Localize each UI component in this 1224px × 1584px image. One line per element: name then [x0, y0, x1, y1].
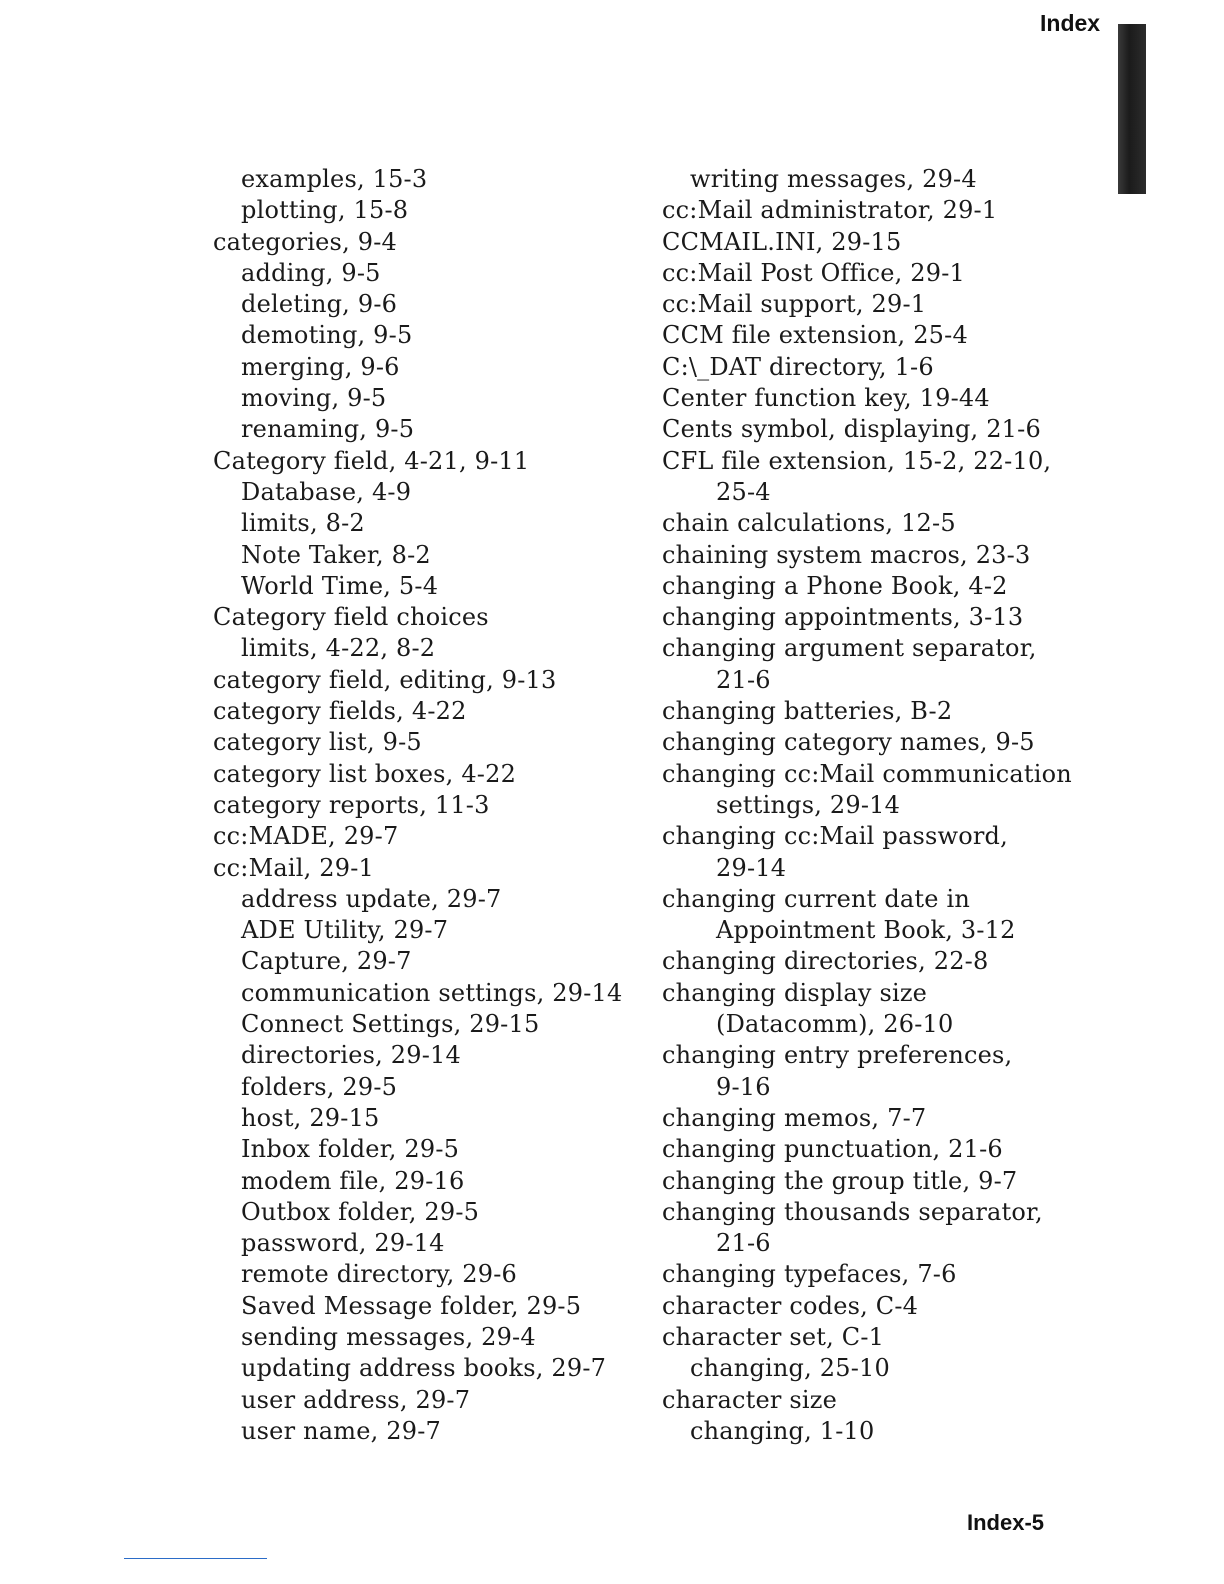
- index-entry: World Time, 5-4: [241, 571, 439, 600]
- index-entry: changing the group title, 9-7: [662, 1166, 1018, 1195]
- index-entry: Database, 4-9: [241, 477, 412, 506]
- index-column-left: [213, 164, 633, 1447]
- index-entry: folders, 29-5: [241, 1072, 398, 1101]
- index-entry: Category field, 4-21, 9-11: [213, 446, 530, 475]
- index-entry: changing directories, 22-8: [662, 947, 989, 976]
- index-entry: changing punctuation, 21-6: [662, 1135, 1003, 1164]
- index-entry: changing entry preferences,: [662, 1041, 1013, 1070]
- index-entry: adding, 9-5: [241, 258, 381, 287]
- index-entry: cc:Mail, 29-1: [213, 853, 374, 882]
- index-thumb-tab: [1118, 24, 1146, 194]
- index-entry: 29-14: [716, 853, 787, 882]
- index-entry: cc:MADE, 29-7: [213, 822, 399, 851]
- index-entry: CCMAIL.INI, 29-15: [662, 227, 902, 256]
- index-entry: character set, C-1: [662, 1322, 885, 1351]
- index-entry: category list, 9-5: [213, 728, 422, 757]
- index-entry: changing cc:Mail communication: [662, 759, 1072, 788]
- index-entry: 21-6: [716, 1229, 771, 1258]
- running-header-title: Index: [1040, 10, 1101, 36]
- index-entry: changing, 1-10: [690, 1416, 875, 1445]
- index-entry: changing typefaces, 7-6: [662, 1260, 957, 1289]
- index-entry: Saved Message folder, 29-5: [241, 1291, 582, 1320]
- index-entry: categories, 9-4: [213, 227, 397, 256]
- index-entry: writing messages, 29-4: [690, 165, 977, 193]
- index-entry: remote directory, 29-6: [241, 1260, 518, 1289]
- footer-rule: [124, 1558, 267, 1559]
- index-entry: host, 29-15: [241, 1103, 380, 1132]
- index-entry: ADE Utility, 29-7: [241, 916, 449, 945]
- index-entry: Center function key, 19-44: [662, 384, 990, 413]
- index-entry: Connect Settings, 29-15: [241, 1010, 540, 1039]
- index-entry: (Datacomm), 26-10: [716, 1010, 954, 1039]
- index-entry: examples, 15-3: [241, 165, 428, 193]
- index-entry: CFL file extension, 15-2, 22-10,: [662, 446, 1052, 475]
- index-entry: changing memos, 7-7: [662, 1103, 927, 1132]
- index-entry: merging, 9-6: [241, 352, 400, 381]
- index-entry: renaming, 9-5: [241, 415, 415, 444]
- index-entry: deleting, 9-6: [241, 290, 398, 319]
- index-entry: Appointment Book, 3-12: [716, 916, 1016, 945]
- index-entry: user name, 29-7: [241, 1416, 441, 1445]
- index-entry: C:\_DAT directory, 1-6: [662, 352, 934, 381]
- index-entry: changing, 25-10: [690, 1354, 890, 1383]
- index-entry: limits, 4-22, 8-2: [241, 634, 436, 663]
- index-entry: moving, 9-5: [241, 384, 387, 413]
- index-entry: changing cc:Mail password,: [662, 822, 1008, 851]
- index-entry: category list boxes, 4-22: [213, 759, 517, 788]
- index-entry: sending messages, 29-4: [241, 1322, 536, 1351]
- index-entry: CCM file extension, 25-4: [662, 321, 968, 350]
- index-entry: changing argument separator,: [662, 634, 1037, 663]
- index-entry: Capture, 29-7: [241, 947, 412, 976]
- index-entry: category reports, 11-3: [213, 790, 490, 819]
- index-entry: changing batteries, B-2: [662, 697, 953, 726]
- index-entry: Category field choices: [213, 603, 489, 632]
- index-entry: cc:Mail Post Office, 29-1: [662, 258, 965, 287]
- index-entry: changing appointments, 3-13: [662, 603, 1024, 632]
- index-entry: cc:Mail support, 29-1: [662, 290, 927, 319]
- index-entry: chaining system macros, 23-3: [662, 540, 1031, 569]
- index-entry: communication settings, 29-14: [241, 978, 623, 1007]
- index-entry: directories, 29-14: [241, 1041, 461, 1070]
- index-entry: 25-4: [716, 477, 771, 506]
- index-entry: changing a Phone Book, 4-2: [662, 571, 1008, 600]
- index-entry: plotting, 15-8: [241, 196, 409, 225]
- index-entry: demoting, 9-5: [241, 321, 413, 350]
- index-entry: 21-6: [716, 665, 771, 694]
- index-entry: user address, 29-7: [241, 1385, 471, 1414]
- index-entry: settings, 29-14: [716, 790, 901, 819]
- index-entry: limits, 8-2: [241, 509, 365, 538]
- index-entry: category field, editing, 9-13: [213, 665, 557, 694]
- index-entry: password, 29-14: [241, 1229, 445, 1258]
- index-entry: Cents symbol, displaying, 21-6: [662, 415, 1041, 444]
- page-number: Index-5: [967, 1510, 1045, 1535]
- index-entry: modem file, 29-16: [241, 1166, 465, 1195]
- index-entry: cc:Mail administrator, 29-1: [662, 196, 998, 225]
- index-entry: Inbox folder, 29-5: [241, 1135, 460, 1164]
- index-entry: Note Taker, 8-2: [241, 540, 431, 569]
- index-entry: chain calculations, 12-5: [662, 509, 956, 538]
- index-entry: 9-16: [716, 1072, 771, 1101]
- index-entry: address update, 29-7: [241, 884, 502, 913]
- index-column-right: [662, 164, 1082, 1447]
- index-entry: character size: [662, 1385, 838, 1414]
- index-entry: updating address books, 29-7: [241, 1354, 607, 1383]
- index-entry: character codes, C-4: [662, 1291, 919, 1320]
- index-entry: Outbox folder, 29-5: [241, 1197, 480, 1226]
- index-entry: changing display size: [662, 978, 928, 1007]
- index-entry: changing current date in: [662, 884, 971, 913]
- index-entry: changing thousands separator,: [662, 1197, 1043, 1226]
- index-entry: category fields, 4-22: [213, 697, 467, 726]
- index-entry: changing category names, 9-5: [662, 728, 1035, 757]
